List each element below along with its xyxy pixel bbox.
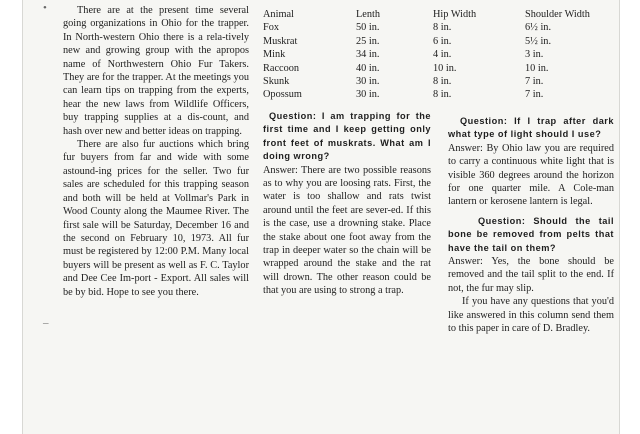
animal-hip-width: 8 in. [433,89,452,101]
muskrat-answer: Answer: There are two possible reasons as to why you are loosing rats. First, the water is too shallow and rats twist around until the feet are sever-ed. If this is the case, use a drowning stake. Place the stake about one foot away from the trap in deeper water so the chain will be wrapped around the stake and the rat will drown. The other reason could be that you are using to strong a trap. [263,164,431,297]
table-row [263,48,613,61]
animal-length: 40 in. [356,62,380,74]
margin-mark: – [43,317,49,329]
animal-hip-width: 8 in. [433,75,452,87]
animal-shoulder-width: 7 in. [525,89,544,101]
table-row [263,75,613,88]
animal-shoulder-width: 10 in. [525,62,549,74]
animal-length: 25 in. [356,35,380,47]
newspaper-page [22,0,620,434]
animal-name: Opossum [263,89,302,101]
closing-note: If you have any questions that you'd like answered in this column send them to this paper in care of D. Bradley. [448,296,614,335]
light-question: Question: If I trap after dark what type of light should I use? [448,116,614,140]
muskrat-question: Question: I am trapping for the first time and I keep getting only front feet of muskrats. What am I doing wrong? [263,111,431,162]
animal-length: 30 in. [356,89,380,101]
animal-length: 30 in. [356,75,380,87]
animal-name: Mink [263,49,286,61]
fur-auctions-paragraph: There are also fur auctions which bring fur buyers from far and wide with some astound-ing prices for the seller. Two fur sales are scheduled for this trapping season and both will be held at Vollmar's Park in Wood County along the Maumee River. The first sale will be Saturday, December 16 and the second on February 10, 1973. All fur must be registered by 12:00 P.M. Many local buyers will be present as well as F. C. Taylor and Dee Cee Im-port - Export. All sales will be by bid. Hope to see you there. [63,139,249,298]
header-animal: Animal [263,9,294,20]
margin-mark: • [43,2,47,14]
table-row [263,88,613,101]
light-answer: Answer: By Ohio law you are required to carry a continuous white light that is visible 360 degrees around the horizon for one quarter mile. A Cole-man lantern or kerosene lantern is legal. [448,142,614,208]
table-row [263,21,613,34]
animal-name: Skunk [263,75,290,87]
animal-hip-width: 6 in. [433,35,452,47]
animal-shoulder-width: 3 in. [525,49,544,61]
animal-shoulder-width: 7 in. [525,75,544,87]
header-length: Lenth [356,9,381,20]
header-shoulder-width: Shoulder Width [525,9,590,20]
animal-name: Muskrat [263,35,298,47]
animal-name: Fox [263,22,280,34]
header-hip-width: Hip Width [433,9,477,20]
tail-bone-question: Question: Should the tail bone be removed from pelts that have the tail on them? [448,215,614,253]
column-three [448,115,614,336]
animal-shoulder-width: 6½ in. [525,22,552,34]
table-row [263,62,613,75]
animal-hip-width: 8 in. [433,22,452,34]
column-two [263,110,431,298]
animal-length: 50 in. [356,22,380,34]
animal-shoulder-width: 5½ in. [525,35,552,47]
animal-hip-width: 10 in. [433,62,457,74]
animal-hip-width: 4 in. [433,49,452,61]
tail-bone-answer: Answer: Yes, the bone should be removed and the tail split to the end. If not, the fur may slip. [448,256,614,294]
animal-size-table [263,8,613,102]
fur-takers-paragraph: There are at the present time several going organizations in Ohio for the trapper. In North-western Ohio there is a rela-tively new and growing group with the apropos name of Northwestern Ohio Fur Takers. They are for the trapper. At the meetings you can learn tips on trapping from the experts, hear the new laws from Wildlife Officers, buy trapping supplies at a dis-count, and hash over new and better ideas on trapping. [63,5,249,137]
column-one [63,4,249,299]
table-header-row [263,8,613,21]
animal-length: 34 in. [356,49,380,61]
table-row [263,35,613,48]
animal-name: Raccoon [263,62,300,74]
